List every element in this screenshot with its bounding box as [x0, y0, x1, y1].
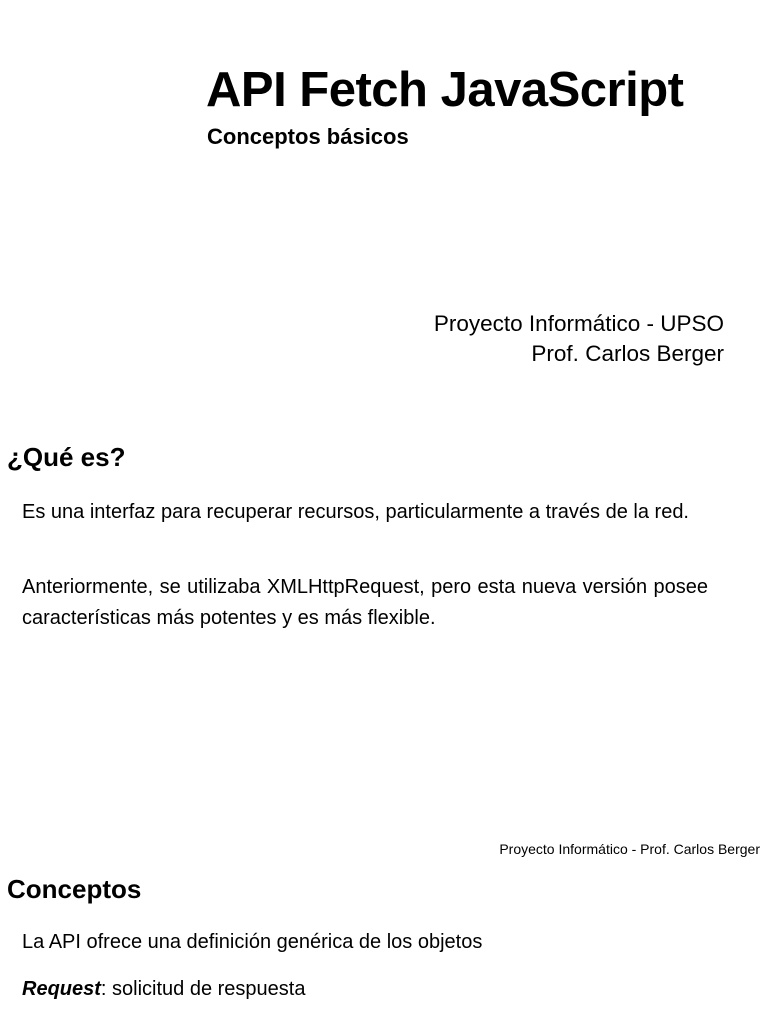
concept-term: Request — [22, 978, 101, 1000]
paragraph: Es una interfaz para recuperar recursos, particularmente a través de la red. — [22, 501, 689, 523]
slide-footer: Proyecto Informático - Prof. Carlos Berger — [499, 841, 760, 857]
section-heading-conceptos: Conceptos — [7, 874, 142, 904]
professor-name: Prof. Carlos Berger — [531, 341, 724, 366]
paragraph: Anteriormente, se utilizaba XMLHttpRequest, pero esta nueva versión posee características más potentes y es más flexible. — [22, 576, 708, 629]
intro-text: La API ofrece una definición genérica de los objetos — [22, 931, 483, 953]
slide-title: API Fetch JavaScript — [206, 63, 684, 117]
list-item — [22, 978, 305, 1001]
section-heading-que-es: ¿Qué es? — [7, 442, 126, 472]
concept-description: : solicitud de respuesta — [100, 978, 306, 1000]
author-block — [434, 309, 724, 369]
course-name: Proyecto Informático - UPSO — [433, 311, 724, 336]
slide-subtitle: Conceptos básicos — [207, 124, 409, 149]
